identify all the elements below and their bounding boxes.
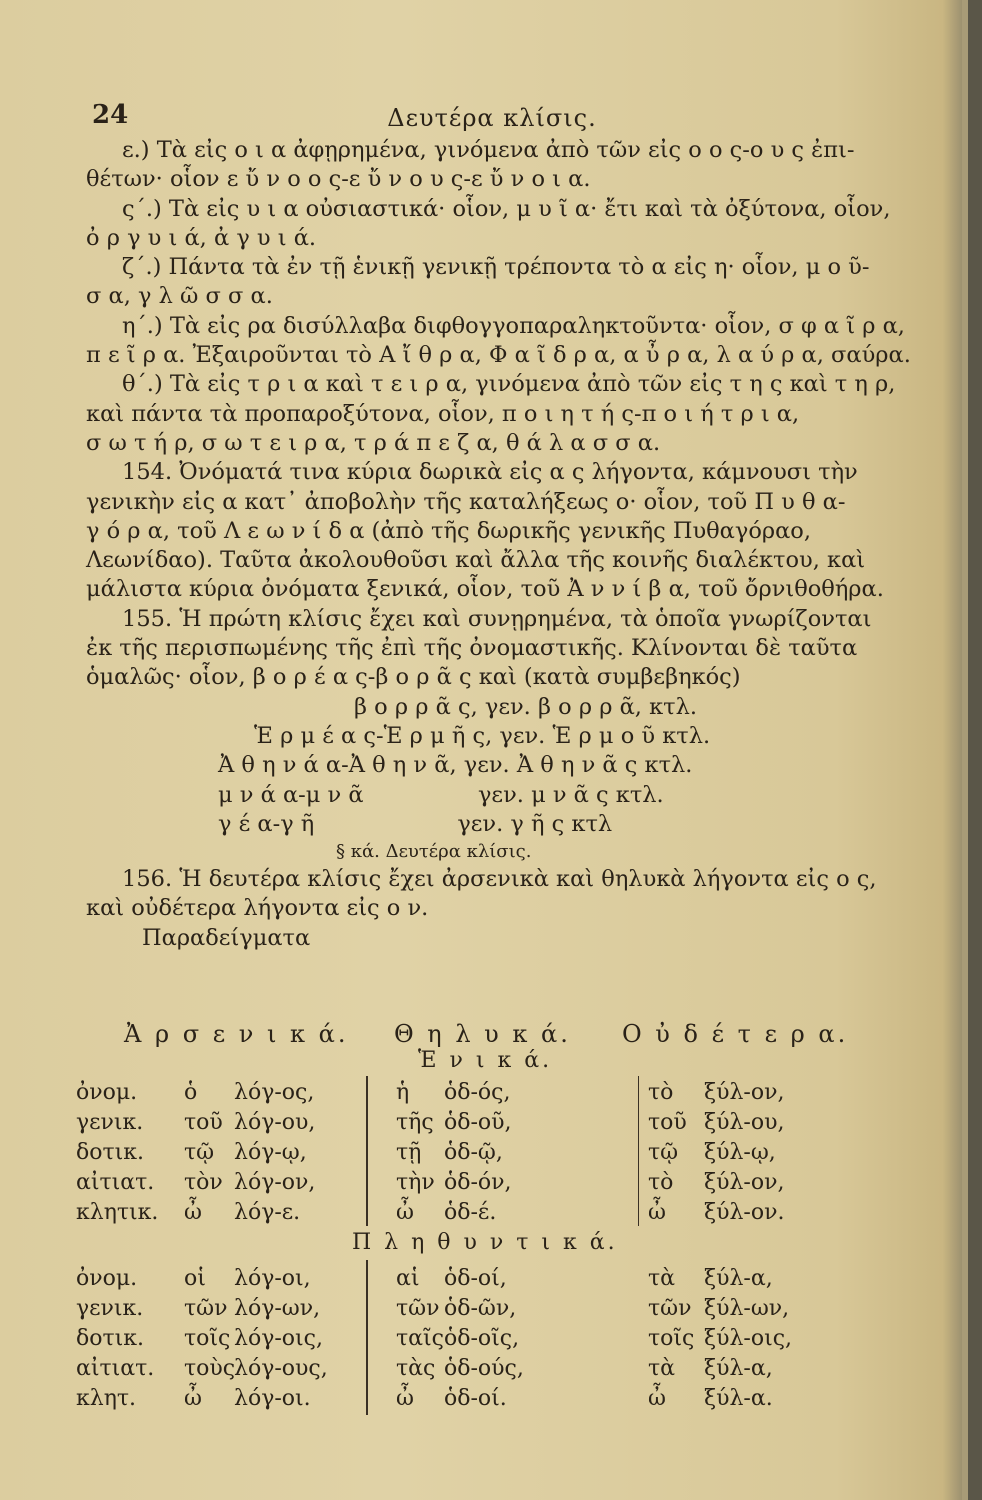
text-line: ζ΄.) Πάντα τὰ ἐν τῇ ἑνικῇ γενικῇ τρέποντα τὸ α εἰς η· οἷον, μ ο ῦ- [122,254,870,281]
text-line: θ΄.) Τὰ εἰς τ ρ ι α καὶ τ ε ι ρ α, γινόμενα ἀπὸ τῶν εἰς τ η ς καὶ τ η ρ, [122,371,896,398]
declension-cell: ὁδ-ῶν, [444,1296,517,1321]
declension-cell: ξύλ-οις, [704,1326,793,1351]
text-line: ε.) Τὰ εἰς ο ι α ἀφῃρημένα, γινόμενα ἀπὸ τῶν εἰς ο ο ς-ο υ ς ἐπι- [122,137,855,163]
declension-cell: ὁ [184,1080,198,1105]
declension-cell: τῇ [396,1140,422,1165]
declension-cell: ὁδ-οῦ, [444,1110,512,1135]
declension-cell: ξύλ-α. [704,1386,773,1411]
text-line: καὶ οὐδέτερα λήγοντα εἰς ο ν. [86,895,429,922]
text-body [86,136,911,953]
declension-cell: αἰτιατ. [76,1170,155,1195]
text-line: Λεωνίδαο). Ταῦτα ἀκολουθοῦσι καὶ ἄλλα τῆς κοινῆς διαλέκτου, καὶ [86,547,866,574]
text-line: η΄.) Τὰ εἰς ρα δισύλλαβα διφθογγοπαραληκτοῦντα· οἷον, σ φ α ῖ ρ α, [122,312,905,339]
declension-cell: λόγ-ων, [234,1296,321,1321]
declension-cell: ὀνομ. [76,1080,138,1105]
declension-cell: αἱ [396,1266,420,1291]
declension-cell: λόγ-ου, [234,1110,316,1135]
example-line: Ἀ θ η ν ά α-Ἀ θ η ν ᾶ, γεν. Ἀ θ η ν ᾶ ς κτλ. [218,752,693,779]
declension-cell: ὁδ-οί. [444,1386,507,1411]
text-line: π ε ῖ ρ α. Ἐξαιροῦνται τὸ Α ἴ θ ρ α, Φ α ῖ δ ρ α, α ὖ ρ α, λ α ύ ρ α, σαύρα. [86,342,911,369]
declension-cell: ὦ [648,1200,666,1225]
declension-cell: ὦ [648,1386,666,1411]
text-line: ὁμαλῶς· οἷον, β ο ρ έ α ς-β ο ρ ᾶ ς καὶ (κατὰ συμβεβηκός) [86,664,741,691]
declension-cell: ξύλ-α, [704,1266,773,1291]
declension-cell: λόγ-ῳ, [234,1140,307,1165]
paradigm-title: Παραδείγματα [142,924,311,951]
text-line: σ α, γ λ ῶ σ σ α. [86,283,273,310]
declension-cell: λόγ-ος, [234,1080,315,1105]
text-line: γ ό ρ α, τοῦ Λ ε ω ν ί δ α (ἀπὸ τῆς δωρικῆς γενικῆς Πυθαγόραο, [86,517,811,544]
declension-cell: λόγ-ους, [234,1356,328,1381]
col-header-feminine: Θ η λ υ κ ά. [394,1020,571,1048]
declension-cell: τοῖς [648,1326,695,1351]
col-header-neuter: Ο ὐ δ έ τ ε ρ α. [622,1020,849,1048]
text-line: καὶ πάντα τὰ προπαροξύτονα, οἷον, π ο ι η τ ή ς-π ο ι ή τ ρ ι α, [86,400,800,427]
declension-cell: τοῦ [184,1110,223,1135]
column-rule [366,1076,368,1226]
declension-cell: τῆς [396,1110,434,1135]
declension-cell: ταῖς [396,1326,444,1351]
declension-cell: οἱ [184,1266,206,1291]
declension-cell: τὰς [396,1356,436,1381]
page-number: 24 [92,100,129,130]
column-rule [638,1076,639,1226]
declension-cell: ὦ [396,1386,414,1411]
declension-cell: ὦ [184,1386,202,1411]
declension-cell: δοτικ. [76,1326,145,1351]
declension-cell: ὦ [184,1200,202,1225]
declension-cell: ὁδ-ῷ, [444,1140,503,1165]
declension-cell: ὁδ-έ. [444,1200,497,1225]
paragraph-154: 154. Ὀνόματά τινα κύρια δωρικὰ εἰς α ς λήγοντα, κάμνουσι τὴν [122,459,858,486]
declension-cell: ξύλ-α, [704,1356,773,1381]
singular-heading: Ἑ ν ι κ ά. [418,1048,553,1073]
declension-cell: τοὺς [184,1356,236,1381]
declension-cell: αἰτιατ. [76,1356,155,1381]
example-line: μ ν ά α-μ ν ᾶ γεν. μ ν ᾶ ς κτλ. [218,781,664,808]
declension-cell: τῶν [396,1296,440,1321]
paragraph-155: 155. Ἡ πρώτη κλίσις ἔχει καὶ συνῃρημένα, τὰ ὁποῖα γνωρίζονται [122,605,872,632]
declension-cell: ὀνομ. [76,1266,138,1291]
declension-cell: ξύλ-ον, [704,1170,785,1195]
declension-cell: ὁδ-ούς, [444,1356,524,1381]
declension-cell: ξύλ-ῳ, [704,1140,776,1165]
declension-cell: τὸ [648,1170,674,1195]
declension-cell: τῶν [648,1296,692,1321]
declension-cell: ὁδ-οῖς, [444,1326,520,1351]
declension-cell: τοῦ [648,1110,687,1135]
declension-cell: ξύλ-ον. [704,1200,785,1225]
paragraph-156: 156. Ἡ δευτέρα κλίσις ἔχει ἀρσενικὰ καὶ θηλυκὰ λήγοντα εἰς ο ς, [122,866,877,893]
declension-cell: τοῖς [184,1326,231,1351]
declension-cell: ὁδ-όν, [444,1170,512,1195]
declension-cell: τὸ [648,1080,674,1105]
running-title: Δευτέρα κλίσις. [387,104,597,132]
declension-cell: κλητ. [76,1386,137,1411]
declension-cell: τῷ [184,1140,215,1165]
declension-cell: ἡ [396,1080,410,1105]
declension-cell: ὁδ-ός, [444,1080,511,1105]
page-edge [968,0,982,1500]
text-line: ἐκ τῆς περισπωμένης τῆς ἐπὶ τῆς ὀνομαστικῆς. Κλίνονται δὲ ταῦτα [86,635,858,662]
declension-cell: δοτικ. [76,1140,145,1165]
text-line: θέτων· οἷον ε ὔ ν ο ο ς-ε ὔ ν ο υ ς-ε ὔ ν ο ι α. [86,166,591,193]
declension-cell: ὦ [396,1200,414,1225]
declension-cell: ξύλ-ου, [704,1110,785,1135]
declension-cell: λόγ-ον, [234,1170,316,1195]
example-line: Ἑ ρ μ έ α ς-Ἑ ρ μ ῆ ς, γεν. Ἑ ρ μ ο ῦ κτλ. [254,722,711,749]
declension-cell: τῶν [184,1296,228,1321]
text-line: μάλιστα κύρια ὀνόματα ξενικά, οἷον, τοῦ Ἀ ν ν ί β α, τοῦ ὄρνιθοθήρα. [86,576,884,603]
text-line: ὀ ρ γ υ ι ά, ἀ γ υ ι ά. [86,224,317,251]
declension-cell: γενικ. [76,1296,144,1321]
declension-cell: λόγ-οι. [234,1386,311,1411]
declension-cell: τὰ [648,1266,676,1291]
declension-cell: γενικ. [76,1110,144,1135]
text-line: ς΄.) Τὰ εἰς υ ι α οὐσιαστικά· οἷον, μ υ ῖ α· ἔτι καὶ τὰ ὀξύτονα, οἷον, [122,195,891,222]
declension-cell: ξύλ-ων, [704,1296,790,1321]
declension-cell: ὁδ-οί, [444,1266,507,1291]
col-header-masculine: Ἀ ρ σ ε ν ι κ ά. [124,1020,349,1048]
declension-cell: κλητικ. [76,1200,159,1225]
plural-heading: Π λ η θ υ ν τ ι κ ά. [352,1230,618,1255]
declension-cell: λόγ-οις, [234,1326,323,1351]
declension-cell: τὰ [648,1356,676,1381]
text-line: γενικὴν εἰς α κατ᾽ ἀποβολὴν τῆς καταλήξεως ο· οἷον, τοῦ Π υ θ α- [86,488,846,515]
example-line: γ έ α-γ ῆ γεν. γ ῆ ς κτλ [218,810,613,837]
page-header [92,96,892,136]
declension-cell: τὸν [184,1170,223,1195]
section-heading: § κά. Δευτέρα κλίσις. [336,841,532,863]
declension-cell: λόγ-οι, [234,1266,311,1291]
declension-cell: τῷ [648,1140,679,1165]
example-line: β ο ρ ρ ᾶ ς, γεν. β ο ρ ρ ᾶ, κτλ. [354,693,697,720]
declension-cell: ξύλ-ον, [704,1080,785,1105]
column-rule [366,1260,368,1415]
declension-cell: λόγ-ε. [234,1200,301,1225]
text-line: σ ω τ ή ρ, σ ω τ ε ι ρ α, τ ρ ά π ε ζ α, θ ά λ α σ σ α. [86,429,661,456]
declension-cell: τὴν [396,1170,435,1195]
declension-table [76,1020,856,1440]
